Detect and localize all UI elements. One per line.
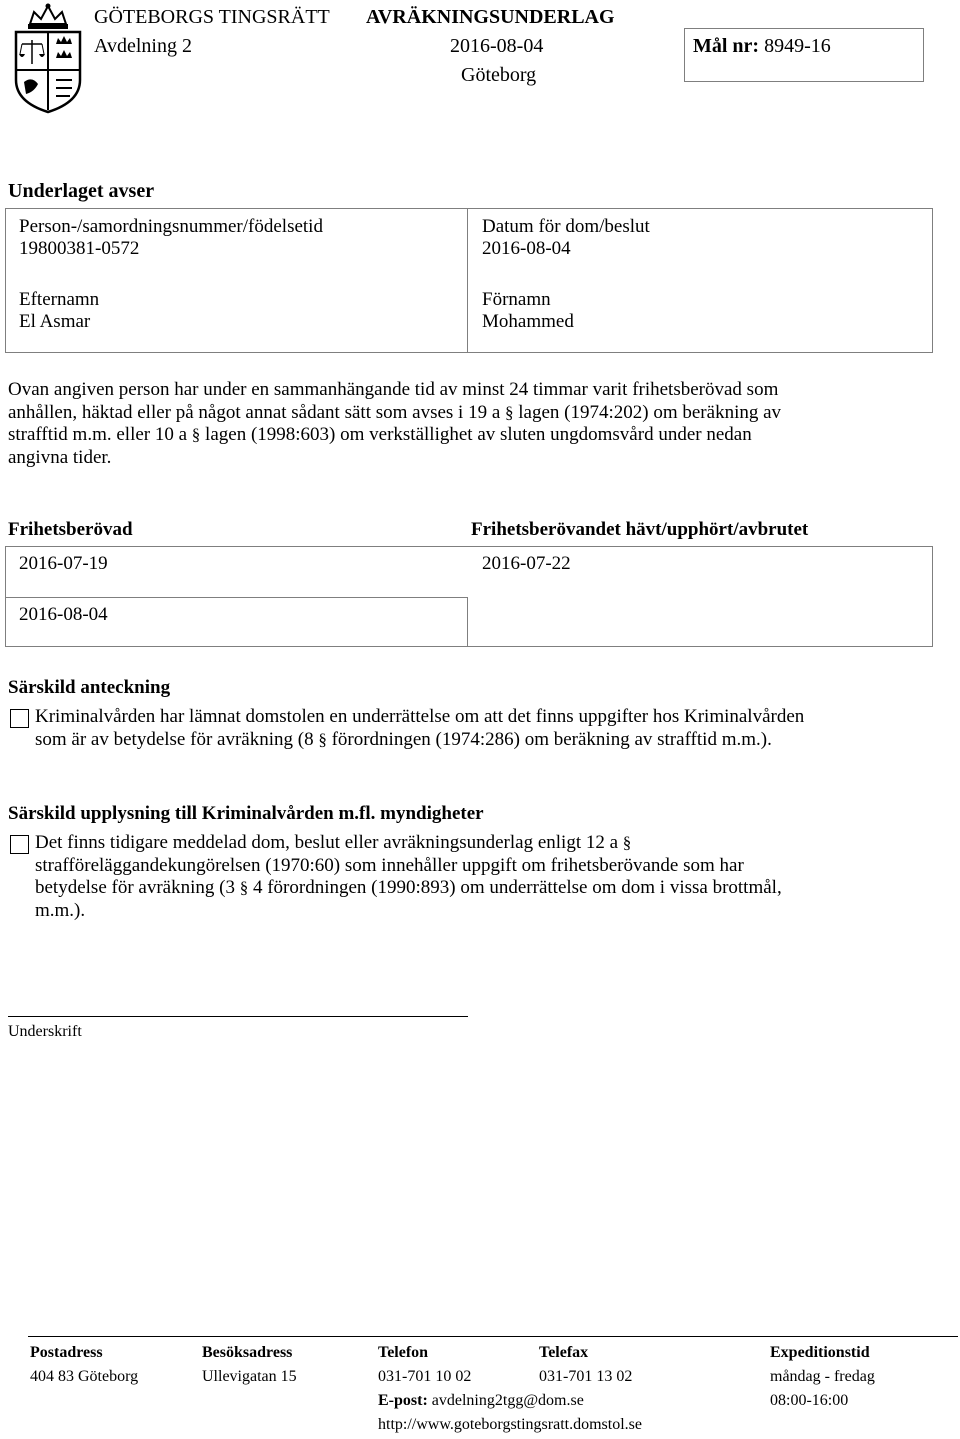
surname-label: Efternamn: [19, 289, 100, 310]
judgment-date-label: Datum för dom/beslut: [482, 216, 650, 237]
signature-line[interactable]: [8, 1016, 468, 1017]
footer-divider: [28, 1336, 958, 1337]
special-note-heading: Särskild anteckning: [8, 677, 171, 698]
footer-visit-value: Ullevigatan 15: [202, 1368, 297, 1385]
footer-phone-label: Telefon: [378, 1344, 429, 1361]
footer-hours-time: 08:00-16:00: [770, 1392, 849, 1409]
special-note-line-1: Kriminalvården har lämnat domstolen en underrättelse om att det finns uppgifter hos Kriminalvården: [35, 706, 805, 727]
special-info-checkbox[interactable]: [10, 835, 29, 854]
footer-postal-value: 404 83 Göteborg: [30, 1368, 139, 1385]
statement-line-3a: strafftid m.m. eller 10 a: [8, 424, 188, 445]
table-row: [19, 604, 919, 628]
division: Avdelning 2: [94, 35, 192, 57]
footer-fax-value: 031-701 13 02: [539, 1368, 633, 1385]
id-value: 19800381-0572: [19, 238, 140, 259]
surname-value: El Asmar: [19, 311, 91, 332]
footer-hours-days: måndag - fredag: [770, 1368, 875, 1385]
section-sign: §: [191, 425, 201, 444]
special-info-line-2: strafföreläggandekungörelsen (1970:60) som innehåller uppgift om frihetsberövande som har: [35, 854, 744, 876]
footer-fax-label: Telefax: [539, 1344, 589, 1361]
document-title: AVRÄKNINGSUNDERLAG: [366, 6, 615, 28]
footer-email-label: E-post:: [378, 1392, 428, 1409]
special-info-line-4: m.m.).: [35, 899, 86, 921]
case-number-label: Mål nr:: [693, 35, 760, 57]
special-info-line-3b: 4 förordningen (1990:893) om underrättelse om dom i vissa brottmål,: [252, 877, 782, 898]
statement-line-2a: anhållen, häktad eller på något annat sådant sätt som avses i 19 a: [8, 401, 501, 423]
case-number-box: [684, 28, 924, 82]
deprived-date: 2016-08-04: [19, 604, 108, 625]
special-info-text: [35, 832, 930, 922]
statement-line-4: angivna tider.: [8, 446, 112, 468]
judgment-date-value: 2016-08-04: [482, 238, 571, 259]
statement-paragraph: [8, 379, 928, 469]
footer-hours-label: Expeditionstid: [770, 1344, 870, 1361]
firstname-value: Mohammed: [482, 311, 574, 332]
header-date: 2016-08-04: [450, 35, 544, 57]
special-note-line-2a: som är av betydelse för avräkning (8: [35, 728, 314, 750]
case-number-value: 8949-16: [764, 35, 831, 57]
footer-website-link[interactable]: http://www.goteborgstingsratt.domstol.se: [378, 1416, 642, 1433]
special-info-heading: Särskild upplysning till Kriminalvården m.fl. myndigheter: [8, 803, 484, 824]
special-note-checkbox[interactable]: [10, 709, 29, 728]
released-heading: Frihetsberövandet hävt/upphört/avbrutet: [471, 519, 809, 540]
id-label: Person-/samordningsnummer/födelsetid: [19, 216, 323, 237]
footer-visit-label: Besöksadress: [202, 1344, 293, 1361]
court-name: GÖTEBORGS TINGSRÄTT: [94, 6, 330, 28]
court-seal-icon: [8, 2, 88, 114]
table-row: [19, 553, 919, 577]
section-sign: §: [239, 878, 249, 897]
special-note-text: [35, 706, 930, 751]
special-note-line-2b: förordningen (1974:286) om beräkning av strafftid m.m.).: [331, 728, 772, 750]
statement-line-1: Ovan angiven person har under en sammanhängande tid av minst 24 timmar varit frihetsberövad som: [8, 379, 779, 400]
footer-phone-value: 031-701 10 02: [378, 1368, 472, 1385]
special-info-line-1a: Det finns tidigare meddelad dom, beslut eller avräkningsunderlag enligt 12 a: [35, 832, 619, 853]
firstname-label: Förnamn: [482, 289, 551, 310]
footer-postal-label: Postadress: [30, 1344, 103, 1361]
subject-heading: Underlaget avser: [8, 180, 155, 202]
statement-line-2b: lagen (1974:202) om beräkning av: [518, 401, 782, 423]
released-date: 2016-07-22: [482, 553, 571, 574]
deprived-date: 2016-07-19: [19, 553, 108, 574]
section-sign: §: [318, 729, 327, 749]
header-city: Göteborg: [461, 64, 537, 86]
special-info-line-3a: betydelse för avräkning (3: [35, 877, 235, 898]
statement-line-3b: lagen (1998:603) om verkställighet av sluten ungdomsvård under nedan: [205, 424, 752, 445]
court-seal: [8, 2, 88, 114]
signature-label: Underskrift: [8, 1023, 82, 1040]
section-sign: §: [622, 833, 632, 852]
deprived-heading: Frihetsberövad: [8, 519, 133, 540]
section-sign: §: [505, 402, 514, 422]
footer-email-value[interactable]: avdelning2tgg@dom.se: [431, 1392, 584, 1409]
